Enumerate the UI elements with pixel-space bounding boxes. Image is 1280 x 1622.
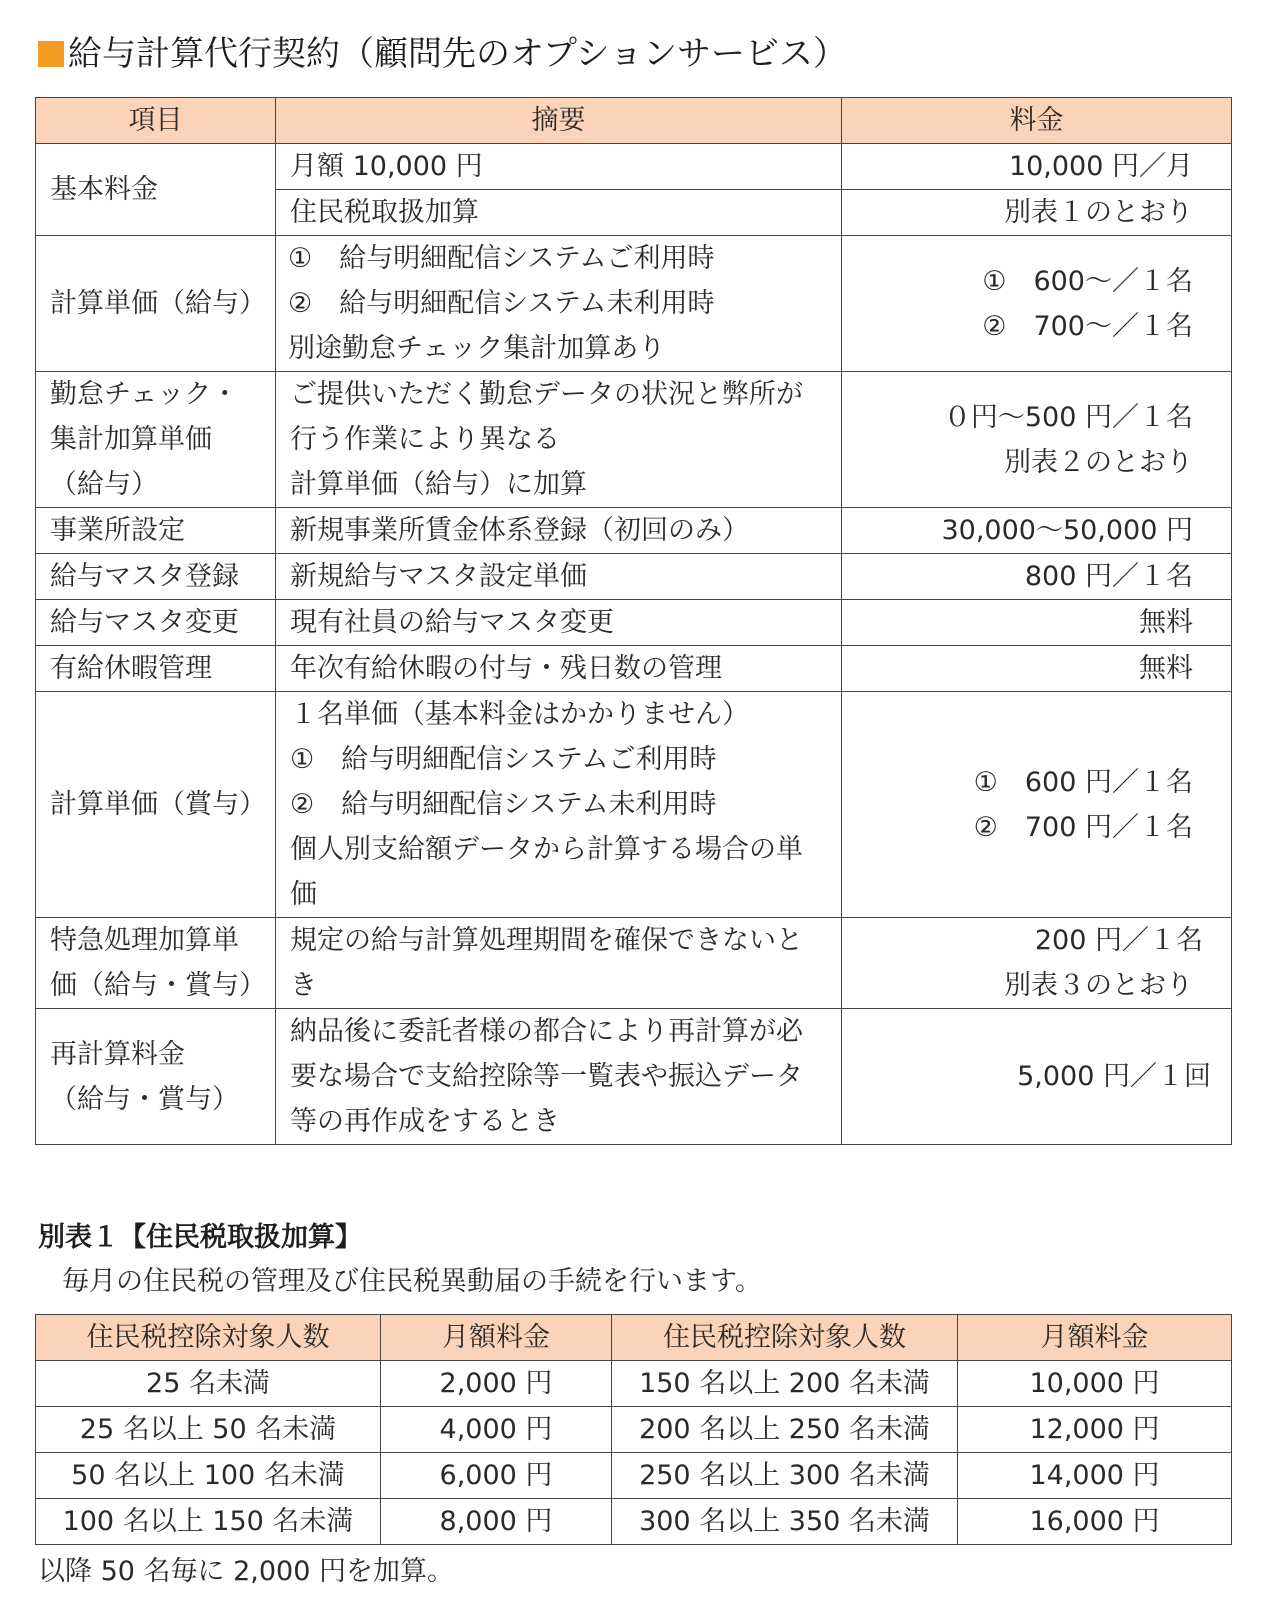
table-row xyxy=(36,1453,1232,1499)
row-summary-office: 新規事業所賃金体系登録（初回のみ） xyxy=(276,508,842,554)
tax-count: 300 名以上 350 名未満 xyxy=(612,1499,958,1545)
tax-count: 25 名以上 50 名未満 xyxy=(36,1407,381,1453)
row-summary-master-change: 現有社員の給与マスタ変更 xyxy=(276,600,842,646)
price-line: 別表２のとおり xyxy=(1004,446,1193,478)
row-summary-attendance xyxy=(276,372,842,508)
header-count-2: 住民税控除対象人数 xyxy=(612,1315,958,1361)
table-row xyxy=(36,918,1232,1009)
orange-square-icon xyxy=(38,41,64,67)
price-line: ① 600～／１名 xyxy=(982,265,1193,297)
tax-fee: 8,000 円 xyxy=(381,1499,612,1545)
row-price-attendance xyxy=(842,372,1232,508)
summary-line: ② 給与明細配信システム未利用時 xyxy=(288,288,715,319)
row-summary-urgent: 規定の給与計算処理期間を確保できないとき xyxy=(276,918,842,1009)
table-row xyxy=(36,646,1232,692)
tax-count: 200 名以上 250 名未満 xyxy=(612,1407,958,1453)
price-line: 別表３のとおり xyxy=(1004,970,1193,1001)
row-summary-basic-tax: 住民税取扱加算 xyxy=(276,190,842,236)
row-price-basic-monthly: 10,000 円／月 xyxy=(842,144,1232,190)
row-item-basic: 基本料金 xyxy=(36,144,276,236)
row-price-master-change: 無料 xyxy=(842,600,1232,646)
row-summary-paid-leave: 年次有給休暇の付与・残日数の管理 xyxy=(276,646,842,692)
row-summary-calc-salary xyxy=(276,236,842,372)
row-item-master-change: 給与マスタ変更 xyxy=(36,600,276,646)
row-price-office: 30,000～50,000 円 xyxy=(842,508,1232,554)
tax-table-header-row xyxy=(36,1315,1232,1361)
table-row xyxy=(36,1407,1232,1453)
header-count-1: 住民税控除対象人数 xyxy=(36,1315,381,1361)
table-row xyxy=(36,1499,1232,1545)
table-row xyxy=(36,600,1232,646)
price-line: ② 700 円／１名 xyxy=(973,811,1193,843)
row-summary-recalc: 納品後に委託者様の都合により再計算が必要な場合で支給控除等一覧表や振込データ等の再作成をするとき xyxy=(276,1009,842,1145)
row-item-paid-leave: 有給休暇管理 xyxy=(36,646,276,692)
tax-count: 150 名以上 200 名未満 xyxy=(612,1361,958,1407)
table-row xyxy=(36,508,1232,554)
summary-line: ご提供いただく勤怠データの状況と弊所が行う作業により異なる xyxy=(290,379,803,455)
table-row xyxy=(36,372,1232,508)
tax-fee: 14,000 円 xyxy=(958,1453,1232,1499)
summary-line: 個人別支給額データから計算する場合の単価 xyxy=(290,834,803,910)
tax-fee: 16,000 円 xyxy=(958,1499,1232,1545)
tax-fee: 4,000 円 xyxy=(381,1407,612,1453)
table-row xyxy=(36,236,1232,372)
tax-fee: 12,000 円 xyxy=(958,1407,1232,1453)
row-item-office: 事業所設定 xyxy=(36,508,276,554)
row-price-master-reg: 800 円／１名 xyxy=(842,554,1232,600)
price-line: 200 円／１名 xyxy=(1034,925,1203,956)
summary-line: 計算単価（給与）に加算 xyxy=(290,469,587,500)
row-summary-basic-monthly: 月額 10,000 円 xyxy=(276,144,842,190)
row-price-paid-leave: 無料 xyxy=(842,646,1232,692)
tax-count: 25 名未満 xyxy=(36,1361,381,1407)
table-row xyxy=(36,554,1232,600)
table-row xyxy=(36,1009,1232,1145)
header-fee-2: 月額料金 xyxy=(958,1315,1232,1361)
row-price-calc-salary xyxy=(842,236,1232,372)
row-item-master-reg: 給与マスタ登録 xyxy=(36,554,276,600)
table-row xyxy=(36,144,1232,190)
page-title xyxy=(38,30,847,78)
tax-fee: 6,000 円 xyxy=(381,1453,612,1499)
table-row xyxy=(36,1361,1232,1407)
resident-tax-table xyxy=(35,1314,1232,1545)
header-item: 項目 xyxy=(36,98,276,144)
item-line: （給与・賞与） xyxy=(50,1083,239,1115)
table1-title: 別表１【住民税取扱加算】 xyxy=(38,1222,362,1253)
tax-fee: 2,000 円 xyxy=(381,1361,612,1407)
price-line: ② 700～／１名 xyxy=(982,310,1193,342)
row-item-urgent: 特急処理加算単価（給与・賞与） xyxy=(36,918,276,1009)
header-summary: 摘要 xyxy=(276,98,842,144)
row-item-recalc xyxy=(36,1009,276,1145)
item-line: 再計算料金 xyxy=(50,1038,185,1070)
row-item-attendance: 勤怠チェック・集計加算単価（給与） xyxy=(36,372,276,508)
summary-line: ① 給与明細配信システムご利用時 xyxy=(288,243,715,274)
table-row xyxy=(36,692,1232,918)
header-price: 料金 xyxy=(842,98,1232,144)
summary-line: ① 給与明細配信システムご利用時 xyxy=(290,744,717,775)
row-item-calc-salary: 計算単価（給与） xyxy=(36,236,276,372)
row-price-recalc: 5,000 円／１回 xyxy=(842,1009,1232,1145)
row-price-urgent xyxy=(842,918,1232,1009)
pricing-table-header-row xyxy=(36,98,1232,144)
row-price-calc-bonus xyxy=(842,692,1232,918)
tax-count: 250 名以上 300 名未満 xyxy=(612,1453,958,1499)
row-summary-master-reg: 新規給与マスタ設定単価 xyxy=(276,554,842,600)
row-item-calc-bonus: 計算単価（賞与） xyxy=(36,692,276,918)
tax-count: 50 名以上 100 名未満 xyxy=(36,1453,381,1499)
row-summary-calc-bonus xyxy=(276,692,842,918)
price-line: ① 600 円／１名 xyxy=(973,766,1193,798)
tax-fee: 10,000 円 xyxy=(958,1361,1232,1407)
tax-count: 100 名以上 150 名未満 xyxy=(36,1499,381,1545)
page-title-text: 給与計算代行契約（顧問先のオプションサービス） xyxy=(68,34,847,74)
pricing-table xyxy=(35,97,1232,1145)
header-fee-1: 月額料金 xyxy=(381,1315,612,1361)
table1-note: 以降 50 名毎に 2,000 円を加算。 xyxy=(38,1556,454,1587)
price-line: ０円～500 円／１名 xyxy=(943,401,1193,433)
summary-line: ② 給与明細配信システム未利用時 xyxy=(290,789,717,820)
row-price-basic-tax: 別表１のとおり xyxy=(842,190,1232,236)
summary-line: 別途勤怠チェック集計加算あり xyxy=(288,333,666,364)
summary-line: １名単価（基本料金はかかりません） xyxy=(290,699,749,730)
table1-description: 毎月の住民税の管理及び住民税異動届の手続を行います。 xyxy=(62,1266,762,1297)
